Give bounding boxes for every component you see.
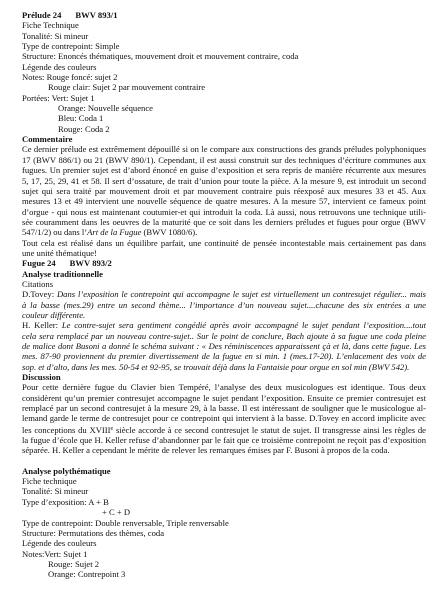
fugue-bwv: BWV 893/2 <box>69 258 112 269</box>
commentaire-line: 17 (BWV 886/1) ou 21 (BWV 890/1). Cependant, il est aussi construit sur des techniques d’écriture communes aux <box>22 154 426 165</box>
keller-citation-4: mes. 87-90 proviennent du premier divertissement de la fugue en si min. 1 (mes.17-20). L’enlacement des voix de <box>22 351 426 362</box>
document-page <box>22 10 426 580</box>
prelude-notes-1: Notes: Rouge foncé: sujet 2 <box>22 72 118 83</box>
commentaire-line: d’orgue - qui nous est maintenant coutumier-et qui introduit la coda. Là aussi, nous retrouvons une technique utili- <box>22 206 426 217</box>
discussion-line: considèrent qu’un premier contresujet accompagne le sujet pendant l’exposition. Ensuite ce premier contresujet est <box>22 392 426 403</box>
fugue-title <box>22 258 426 268</box>
commentaire-summary-1: Tout cela est réalisé dans un équilibre parfait, une continuité de pensée incontestable mais certainement pas dans <box>22 237 426 248</box>
commentaire-line: 5, 17, 25, 29, 41 et 58. Il sert d’ossature, de trait d’union pour toute la pièce. A la mesure 9, est introduit un second <box>22 175 426 186</box>
citation-text: Le contre-sujet sera gentiment congédié après avoir accompagné le sujet pendant l’exposition....tout <box>61 320 427 331</box>
poly-structure: Structure: Permutations des thèmes, coda <box>22 527 165 538</box>
prelude-legende: Légende des couleurs <box>22 61 97 72</box>
commentaire-line: sujet qui sera traité par mouvement droit et par mouvement contraire puis réexposé aux mesures 33 et 45. Aux <box>22 185 426 196</box>
work-title-italic: Art de la Fugue <box>87 227 142 238</box>
poly-notes-1: Notes:Vert: Sujet 1 <box>22 548 88 559</box>
citations-label: Citations <box>22 278 54 289</box>
discussion-text: siècle accorde à ce second contresujet le statut de sujet. Il transgresse ainsi les règles de <box>113 424 426 435</box>
section-spacer <box>22 456 426 466</box>
analyse-traditionnelle-heading: Analyse traditionnelle <box>22 268 103 279</box>
tovey-citation-2: à la basse (mes.29) entre un second thème... l’importance d’un nouveau sujet....chacune des six entrées a une <box>22 299 426 310</box>
prelude-number: Prélude 24 <box>22 10 62 20</box>
discussion-line <box>22 424 426 435</box>
keller-citation-2: cela sera remplacé par un nouveau contre-sujet.. Sur le point de conclure, Bach ajoute à sa fugue une coda pleine <box>22 330 426 341</box>
fugue-number: Fugue 24 <box>22 258 56 269</box>
discussion-line: remplacé par un second contresujet à la mesure 29, à la basse. Il est intéressant de souligner que le musicologue al- <box>22 403 426 414</box>
poly-notes-3: Orange: Contrepoint 3 <box>48 569 126 580</box>
discussion-line: Pour cette dernière fugue du Clavier bien Tempéré, l’analyse des deux musicologues est identique. Tous deux <box>22 382 426 393</box>
prelude-notes-2: Rouge clair: Sujet 2 par mouvement contraire <box>48 82 206 93</box>
discussion-text: les conceptions du XVIII <box>22 424 111 435</box>
poly-exposition-2: + C + D <box>102 507 131 518</box>
commentaire-line-last <box>22 227 426 237</box>
prelude-portees-2: Orange: Nouvelle séquence <box>58 103 153 114</box>
poly-fiche: Fiche technique <box>22 476 77 487</box>
superscript: e <box>110 425 114 432</box>
prelude-tonalite: Tonalité: Si mineur <box>22 30 89 41</box>
prelude-bwv: BWV 893/1 <box>75 10 118 20</box>
commentaire-line: sée couramment dans les oeuvres de la maturité que ce soit dans les derniers préludes et fugues pour orgue (BWV <box>22 216 426 227</box>
poly-notes-2: Rouge: Sujet 2 <box>48 558 100 569</box>
discussion-line: séparée. H. Keller a cependant le mérite de relever les remarques émises par F. Busoni à propos de la coda. <box>22 445 390 456</box>
discussion-heading: Discussion <box>22 372 61 383</box>
keller-citation-5: sop. et d’alto, dans les mes. 50-54 et 92-95, se trouvait déjà dans la Fantaisie pour orgue en sol min (BWV 542). <box>22 361 410 372</box>
poly-exposition-1: Type d’exposition: A + B <box>22 496 109 507</box>
commentaire-summary-2: une unité thématique! <box>22 247 97 258</box>
commentaire-line: Ce dernier prélude est extrêmement dépouillé si on le compare aux constructions des grands préludes polyphoniques <box>22 144 426 155</box>
discussion-line: lemand garde le terme de contresujet pour ce contrepoint qui intervient à la basse. D.Tovey en accord implicite avec <box>22 413 426 424</box>
prelude-portees-1: Portées: Vert: Sujet 1 <box>22 92 95 103</box>
commentaire-line: fugues. Un premier sujet est d’abord énoncé en guise d’exposition et sera repris de manière récurrente aux mesures <box>22 165 426 176</box>
prelude-title <box>22 10 426 20</box>
tovey-citation-3: couleur différente. <box>22 309 86 320</box>
citation-text: Dans l’exposition le contrepoint qui accompagne le sujet est virtuellement un contresujet régulier... mais <box>56 289 426 300</box>
author-name: H. Keller: <box>22 320 62 331</box>
commentaire-line: mesures 13 et 49 intervient une nouvelle séquence de quatre mesures. A la mesure 57, intervient ce fameux point <box>22 196 426 207</box>
prelude-portees-3: Bleu: Coda 1 <box>58 113 104 124</box>
poly-tonalite: Tonalité: Si mineur <box>22 486 89 497</box>
prelude-structure: Structure: Enoncés thématiques, mouvement droit et mouvement contraire, coda <box>22 51 299 62</box>
discussion-line: la fugue d’école que H. Keller refuse d’abandonner par le fait que ce troisième contrepoint ne reçoit pas d’exposition <box>22 435 426 446</box>
prelude-portees-4: Rouge: Coda 2 <box>58 123 110 134</box>
tovey-citation-1 <box>22 289 426 299</box>
commentaire-text: (BWV 1080/6). <box>141 227 198 238</box>
analyse-polythematique-heading: Analyse polythématique <box>22 465 111 476</box>
commentaire-text: 547/1/2) ou dans l’ <box>22 227 88 238</box>
prelude-type: Type de contrepoint: Simple <box>22 41 120 52</box>
keller-citation-1 <box>22 320 426 330</box>
keller-citation-3: de malice dont Busoni a donné le schéma suivant : « Des réminiscences apparaissent çà et là, dans cette fugue. Les <box>22 341 426 351</box>
poly-type: Type de contrepoint: Double renversable, Triple renversable <box>22 517 229 528</box>
poly-legende: Légende des couleurs <box>22 538 97 549</box>
commentaire-heading: Commentaire <box>22 134 73 145</box>
author-name: D.Tovey: <box>22 289 57 300</box>
prelude-fiche: Fiche Technique <box>22 20 79 31</box>
